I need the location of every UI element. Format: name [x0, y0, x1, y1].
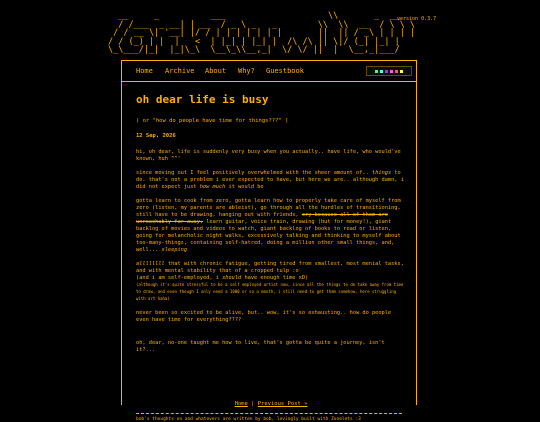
badge-pixel — [385, 70, 388, 73]
nav-why[interactable]: Why? — [238, 67, 255, 75]
footnav-previous-post-link[interactable]: Previous Post » — [257, 401, 308, 407]
logo-art: __ _ ___ \\ _ __ / /___ _ __| | __ / _ \ _ _ \\ \\ __ / \ \ \ / / __ \| '__| |/ / | | | | | | | || || / _\ | | | | / / (_) | | | < | |_| | |_| | /\ /\ || \|/ (_| |_| | \_\___/|_| |_|\_\ \__\_\\__,_| \/ \/ || | \__,_|___/ — [108, 11, 416, 55]
badge-pixel — [400, 70, 403, 73]
p2-text-e: it would be — [228, 184, 264, 190]
nav-archive[interactable]: Archive — [165, 67, 195, 75]
site-footer: bob's thoughts on and whatevers are written by bob, lovingly built with Zonelets :3 — [136, 417, 361, 422]
p4-text-c: (and i am self-employed, i — [136, 275, 223, 281]
badge-pixel — [380, 70, 383, 73]
footnav-separator: | — [247, 401, 258, 407]
p2-emph-things: things — [372, 170, 392, 176]
post-title: oh dear life is busy — [136, 93, 269, 106]
p3-emph-sleeping: sleeping — [161, 247, 188, 253]
p2-text-c: to do. that's not a problem i ever expected to have, but here we are.. although damn, i did not expect just — [136, 170, 404, 190]
p2-text-a: since moving out I feel positively overwhelmed with the sheer amount of.. — [136, 170, 369, 176]
p4-emph-all: allllllll — [136, 261, 165, 267]
paragraph-5: never been so excited to be alive, but.. wow, it's so exhausting.. how do people even have time for everything???? — [136, 310, 392, 323]
p3-text-b: learn guitar, voice train, drawing (but for money!), giant backlog of movies and videos to watch, giant backlog of books to read or listen, going for melancholic night walks, excessively talking and thinking to myself about too-many-things, containing self-hatred, doing a million other small things, and, well... — [136, 219, 401, 253]
navigation-bar — [122, 61, 416, 82]
p3-strikethrough: cry because all of them are unreachably far away, — [136, 212, 388, 225]
footer-divider — [136, 413, 402, 414]
paragraph-3 — [136, 198, 406, 254]
nav-guestbook[interactable]: Guestbook — [266, 67, 304, 75]
nav-home[interactable]: Home — [136, 67, 153, 75]
page-frame — [121, 60, 417, 422]
paragraph-4 — [136, 261, 406, 303]
paragraph-1: hi, oh dear, life is suddenly very busy when you actually.. have life, who would've known, huh ^^' — [136, 149, 401, 162]
p4-small-note: (although it's quite stressful to be a self employed artist now, since all the things to do take away from time to draw, and even though I only need a 1000 or so a month, i still need to get them somehow, here struggling with art haha) — [136, 282, 404, 301]
post-content — [136, 93, 406, 361]
site-logo[interactable] — [108, 12, 428, 58]
p4-text-e: have enough time xD) — [241, 275, 309, 281]
post-date: 12 Sep, 2026 — [136, 133, 176, 139]
nav-about[interactable]: About — [205, 67, 227, 75]
badge-pixel — [390, 70, 393, 73]
webring-badge[interactable] — [366, 66, 412, 76]
post-navigation — [136, 401, 406, 407]
paragraph-2 — [136, 170, 406, 191]
p4-text-b: that with chronic fatigue, getting tired from smallest, most menial tasks, and with mental stability that of a cropped tulp :o — [136, 261, 404, 274]
paragraph-6: oh, dear, no-one taught me how to live, that's gotta be quite a journey, isn't it?... — [136, 340, 385, 353]
post-subtitle: ( or "how do people have time for things???" ) — [136, 118, 289, 124]
p2-emph-how-much: how much — [199, 184, 226, 190]
footnav-home-link[interactable]: Home — [234, 401, 248, 407]
version-label: version 0.3.7 — [397, 16, 437, 22]
p4-emph-should: should — [222, 275, 242, 281]
badge-pixel — [375, 70, 378, 73]
badge-pixel — [395, 70, 398, 73]
p3-text-a: gotta learn to cook from zero, gotta learn how to properly take care of myself from zero (listen, my parents are ableist), go through all the hurdles of transitioning, still have to be drawing, hanging out with friends, — [136, 198, 401, 218]
